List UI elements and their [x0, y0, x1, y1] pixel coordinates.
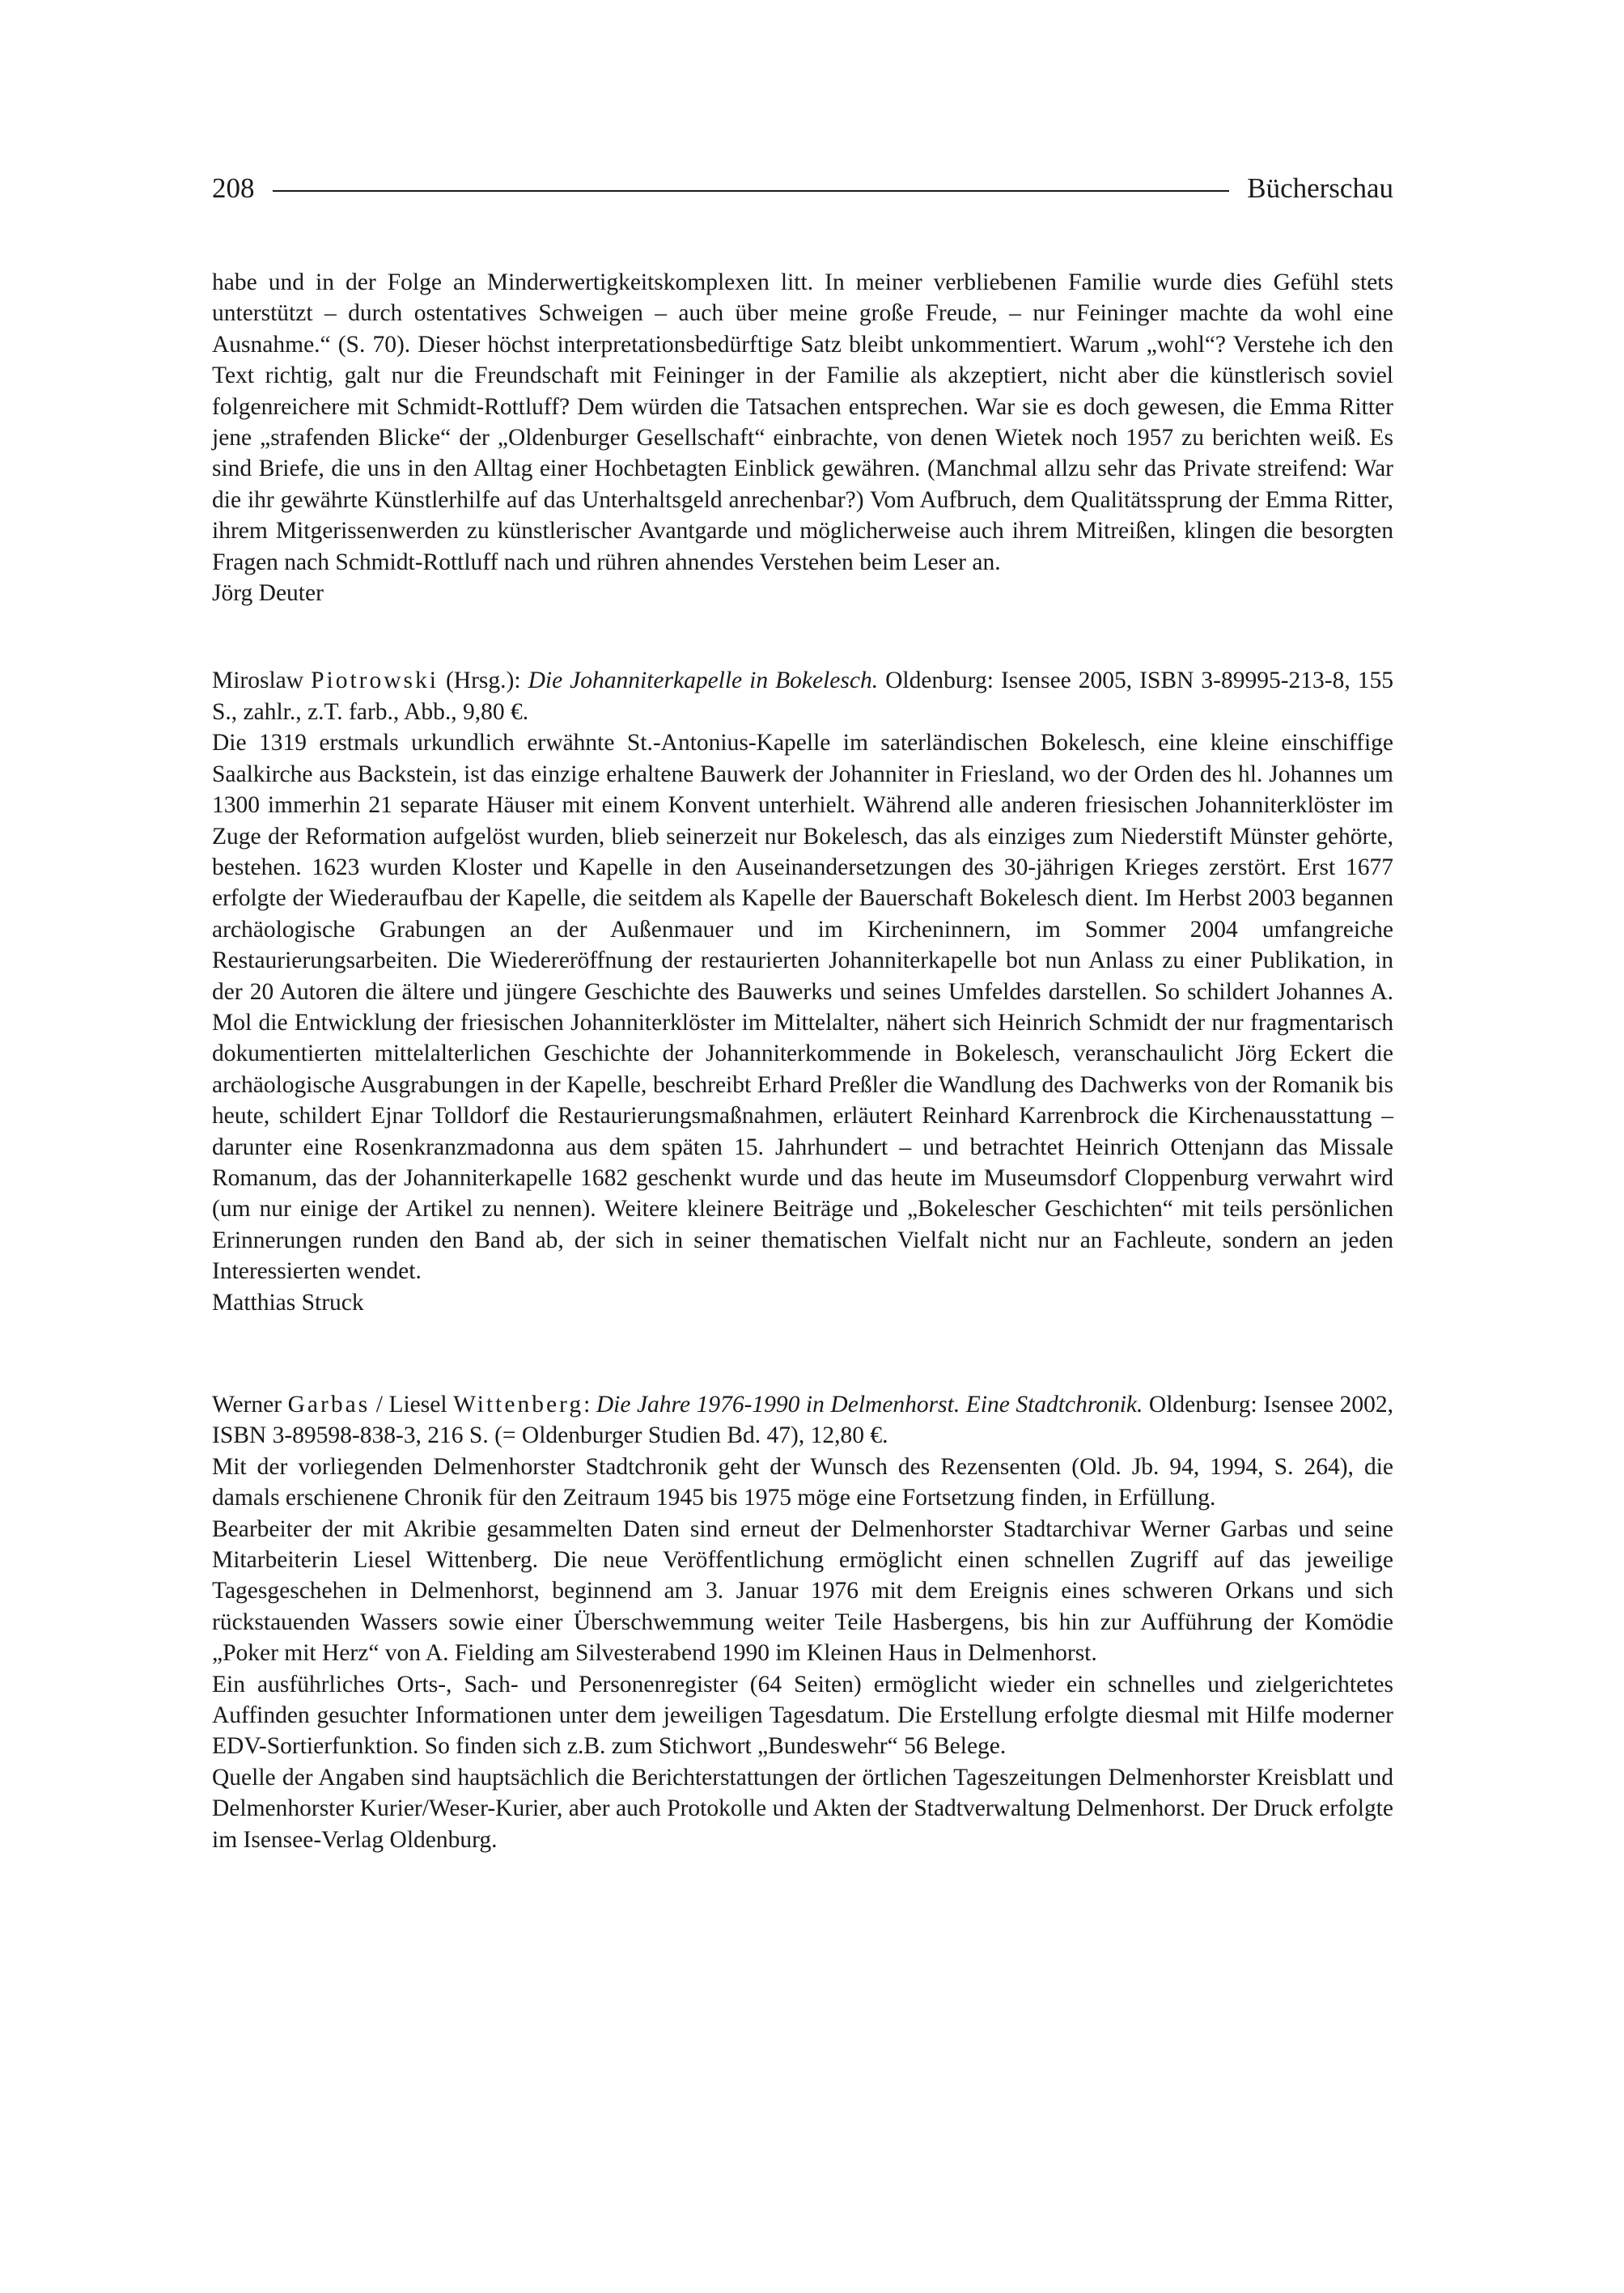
citation-colon: : — [583, 1392, 591, 1418]
review-johanniterkapelle — [212, 665, 1393, 1318]
review-paragraph: Quelle der Angaben sind hauptsächlich die Berichterstattungen der örtlichen Tageszeitungen Delmenhorster Kreisblatt und Delmenhorster Kurier/Weser-Kurier, aber auch Protokolle und Akten der Stadtverwaltung Delmenhorst. Der Druck erfolgte im Isensee-Verlag Oldenburg. — [212, 1764, 1393, 1853]
review-body: Die 1319 erstmals urkundlich erwähnte St.-Antonius-Kapelle im saterländischen Bokelesch, eine kleine einschiffige Saalkirche aus Backstein, ist das einzige erhaltene Bauwerk der Johanniter in Friesland, wo der Orden des hl. Johannes um 1300 immerhin 21 separate Häuser mit einem Konvent unterhielt. Während alle anderen friesischen Johanniterklöster im Zuge der Reformation aufgelöst wurden, blieb seinerzeit nur Bokelesch, das als einziges zum Niederstift Münster gehörte, bestehen. 1623 wurden Kloster und Kapelle in den Auseinandersetzungen des 30-jährigen Krieges zerstört. Erst 1677 erfolgte der Wiederaufbau der Kapelle, die seitdem als Kapelle der Bauerschaft Bokelesch dient. Im Herbst 2003 begannen archäologische Grabungen an der Außenmauer und im Kircheninnern, im Sommer 2004 umfangreiche Restaurierungsarbeiten. Die Wiedereröffnung der restaurierten Johanniterkapelle bot nun Anlass zu einer Publikation, in der 20 Autoren die ältere und jüngere Geschichte des Bauwerks und seines Umfeldes darstellen. So schildert Johannes A. Mol die Entwicklung der friesischen Johanniterklöster im Mittelalter, nähert sich Heinrich Schmidt der nur fragmentarisch dokumentierten mittelalterlichen Geschichte der Johanniterkommende in Bokelesch, veranschaulicht Jörg Eckert die archäologische Ausgrabungen in der Kapelle, beschreibt Erhard Preßler die Wandlung des Dachwerks von der Romanik bis heute, schildert Ejnar Tolldorf die Restaurierungsmaßnahmen, erläutert Reinhard Karrenbrock die Kirchenausstattung – darunter eine Rosenkranzmadonna aus dem späten 15. Jahrhundert – und betrachtet Heinrich Ottenjann das Missale Romanum, das der Johanniterkapelle 1682 geschenkt wurde und das heute im Museumsdorf Cloppenburg verwahrt wird (um nur einige der Artikel zu nennen). Weitere kleinere Beiträge und „Bokelescher Geschichten“ mit teils persönlichen Erinnerungen runden den Band ab, der sich in seiner thematischen Vielfalt nicht nur an Fachleute, sondern an jeden Interessierten wendet. — [212, 730, 1393, 1285]
review-paragraph: Mit der vorliegenden Delmenhorster Stadtchronik geht der Wunsch des Rezensenten (Old. Jb. 94, 1994, S. 264), die damals erschienene Chronik für den Zeitraum 1945 bis 1975 möge eine Fortsetzung finden, in Erfüllung. — [212, 1453, 1393, 1511]
header-rule — [273, 190, 1230, 192]
running-header — [212, 168, 1393, 209]
review-citation — [212, 1389, 1393, 1452]
author1-first-name: Werner — [212, 1392, 282, 1418]
publication-details: Oldenburg: Isensee 2005, ISBN 3-89995-213-8, 155 S., zahlr., z.T. farb., Abb., 9,80 €. — [212, 668, 1393, 725]
editor-note: (Hrsg.): — [438, 668, 521, 694]
publication-details: Oldenburg: Isensee 2002, ISBN 3-89598-838-3, 216 S. (= Oldenburger Studien Bd. 47), 12,80 €. — [212, 1392, 1394, 1449]
review-citation — [212, 665, 1393, 727]
page-number: 208 — [212, 172, 255, 204]
author2-first-name: Liesel — [388, 1392, 447, 1418]
book-title: Die Jahre 1976-1990 in Delmenhorst. Eine Stadtchronik. — [596, 1392, 1143, 1418]
review-paragraph: Bearbeiter der mit Akribie gesammelten Daten sind erneut der Delmenhorster Stadtarchivar Werner Garbas und seine Mitarbeiterin Liesel Wittenberg. Die neue Veröffentlichung ermöglicht einen schnellen Zugriff auf das jeweilige Tagesgeschehen in Delmenhorst, beginnend am 3. Januar 1976 mit dem Ereignis eines schweren Orkans und sich rückstauenden Wassers sowie einer Überschwemmung weiter Teile Hasbergens, bis hin zur Aufführung der Komödie „Poker mit Herz“ von A. Fielding am Silvesterabend 1990 im Kleinen Haus in Delmenhorst. — [212, 1515, 1393, 1667]
author1-last-name: Garbas — [287, 1392, 371, 1418]
author-first-name: Miroslaw — [212, 668, 304, 694]
author-last-name: Piotrowski — [311, 668, 439, 694]
reviewer-signature-deuter: Jörg Deuter — [212, 580, 324, 607]
section-title: Bücherschau — [1247, 172, 1393, 204]
review-delmenhorst-chronik — [212, 1389, 1393, 1855]
author-separator: / — [370, 1392, 389, 1418]
reviewer-signature-struck: Matthias Struck — [212, 1289, 364, 1316]
review-paragraph: Ein ausführliches Orts-, Sach- und Personenregister (64 Seiten) ermöglicht wieder ein schnelles und zielgerichtetes Auffinden gesuchter Informationen unter dem jeweiligen Tagesdatum. Die Erstellung erfolgte diesmal mit Hilfe moderner EDV-Sortierfunktion. So finden sich z.B. zum Stichwort „Bundeswehr“ 56 Belege. — [212, 1671, 1393, 1760]
page-content — [212, 267, 1393, 1855]
continued-review-text: habe und in der Folge an Minderwertigkeitskomplexen litt. In meiner verbliebenen Familie wurde dies Gefühl stets unterstützt – durch ostentatives Schweigen – auch über meine große Freude, – nur Feininger machte da wohl eine Ausnahme.“ (S. 70). Dieser höchst interpretationsbedürftige Satz bleibt unkommentiert. Warum „wohl“? Verstehe ich den Text richtig, galt nur die Freundschaft mit Feininger in der Familie als akzeptiert, nicht aber die künstlerisch soviel folgenreichere mit Schmidt-Rottluff? Dem würden die Tatsachen entsprechen. War sie es doch gewesen, die Emma Ritter jene „strafenden Blicke“ der „Oldenburger Gesellschaft“ einbrachte, von denen Wietek noch 1957 zu berichten weiß. Es sind Briefe, die uns in den Alltag einer Hochbetagten Einblick gewähren. (Manchmal allzu sehr das Private streifend: War die ihr gewährte Künstlerhilfe auf das Unterhaltsgeld anrechenbar?) Vom Aufbruch, dem Qualitätssprung der Emma Ritter, ihrem Mitgerissenwerden zu künstlerischer Avantgarde und möglicherweise auch ihrem Mitreißen, klingen die besorgten Fragen nach Schmidt-Rottluff nach und rühren ahnendes Verstehen beim Leser an. — [212, 269, 1393, 575]
author2-last-name: Wittenberg — [453, 1392, 584, 1418]
book-title: Die Johanniterkapelle in Bokelesch. — [528, 668, 879, 694]
